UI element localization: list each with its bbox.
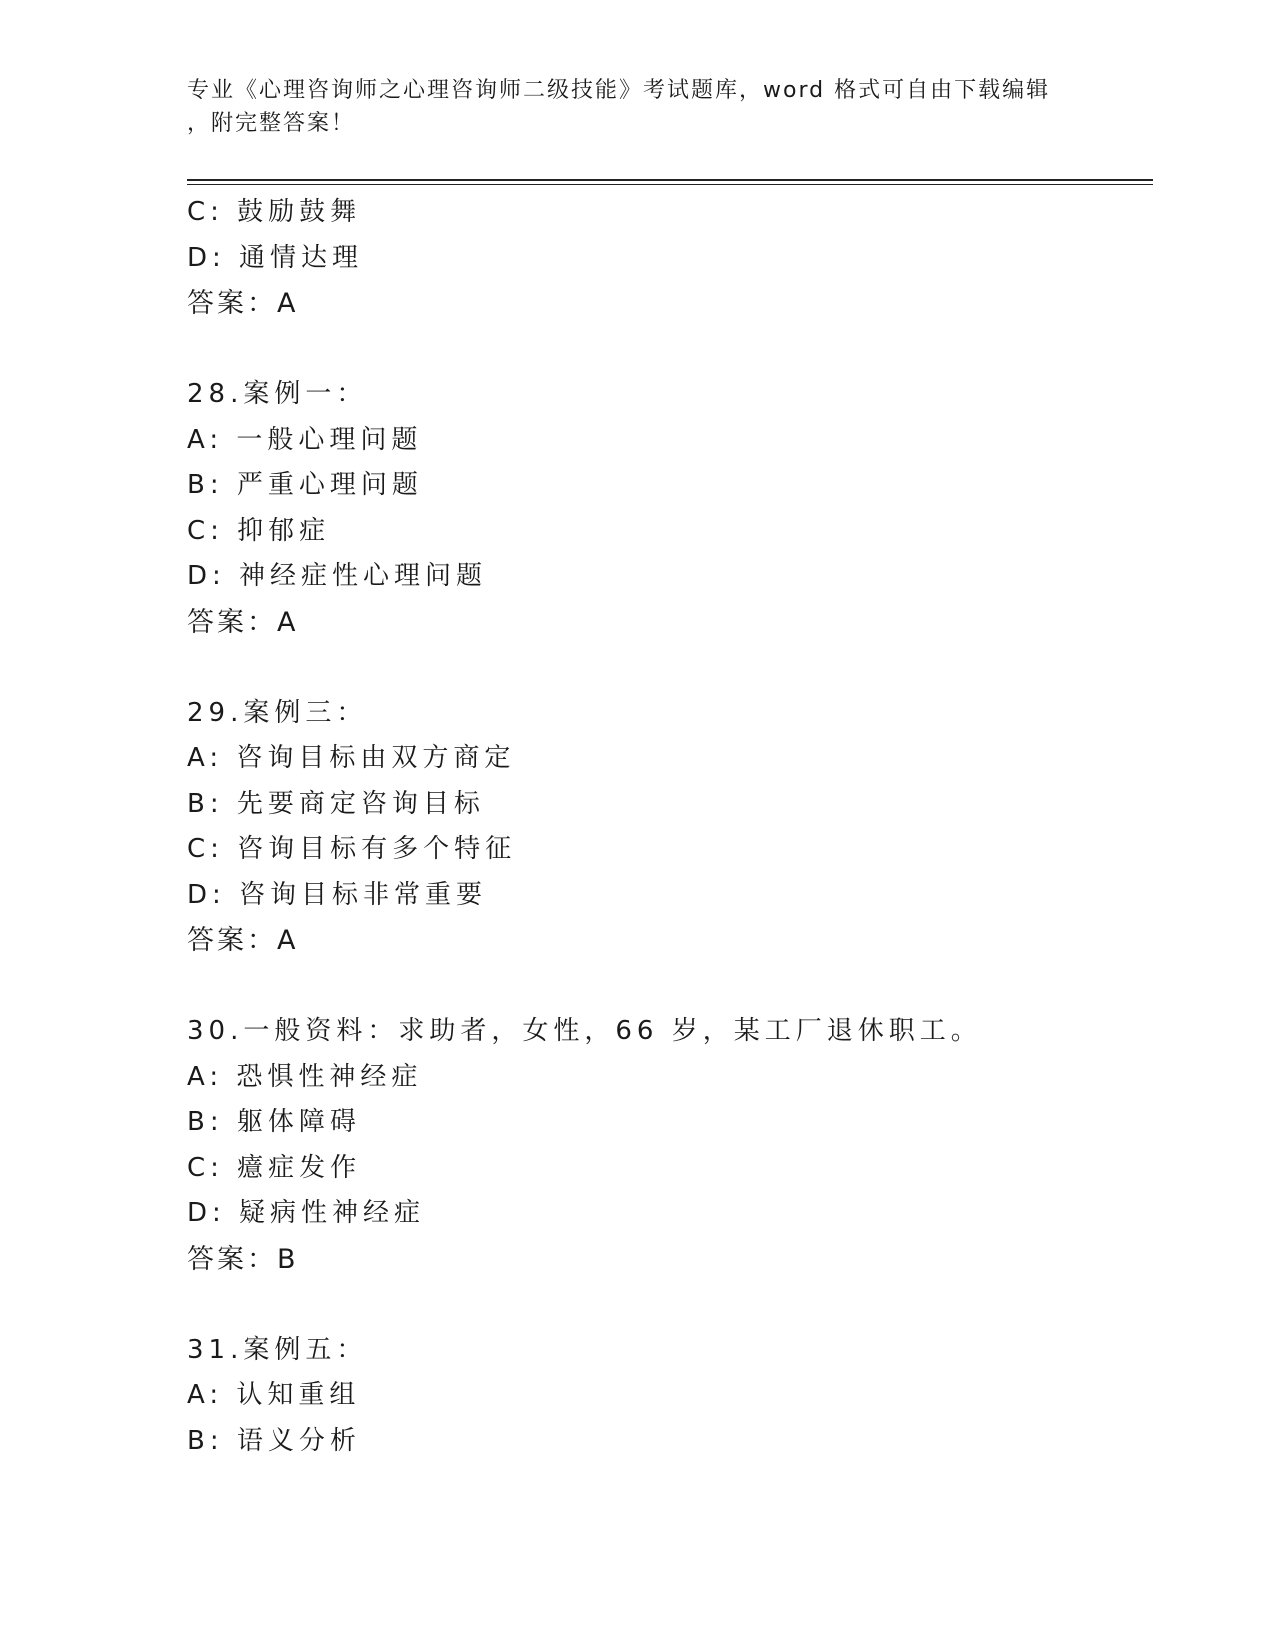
question-title: 28.案例一：	[187, 379, 368, 409]
option-a: A: 恐惧性神经症	[187, 1061, 423, 1092]
option-d: D: 咨询目标非常重要	[187, 879, 488, 910]
header-rule-thin	[187, 184, 1153, 185]
option-b: B: 严重心理问题	[187, 470, 423, 500]
answer: 答案：A	[187, 288, 299, 319]
answer: 答案：B	[187, 1243, 299, 1275]
option-c: C: 鼓励鼓舞	[187, 197, 362, 227]
option-b: B: 先要商定咨询目标	[187, 788, 485, 819]
header-rule-thick	[187, 179, 1153, 181]
option-a: A: 咨询目标由双方商定	[187, 743, 516, 773]
question-list	[187, 190, 1153, 1464]
question-title: 31.案例五：	[187, 1334, 368, 1365]
option-c: C: 咨询目标有多个特征	[187, 834, 517, 864]
answer: 答案：A	[187, 925, 299, 956]
option-b: B: 躯体障碍	[187, 1107, 361, 1137]
question-27-continued	[187, 190, 1153, 327]
header-line-2: ，附完整答案！	[187, 111, 356, 136]
question-28	[187, 372, 1153, 645]
question-title: 30.一般资料：求助者，女性，66 岁，某工厂退休职工。	[187, 1016, 982, 1046]
option-a: A: 认知重组	[187, 1380, 361, 1410]
option-c: C: 抑郁症	[187, 515, 331, 546]
option-a: A: 一般心理问题	[187, 424, 423, 455]
question-29	[187, 691, 1153, 964]
option-c: C: 癔症发作	[187, 1152, 362, 1183]
question-31	[187, 1328, 1153, 1465]
question-title: 29.案例三：	[187, 697, 368, 728]
option-b: B: 语义分析	[187, 1425, 361, 1456]
question-30	[187, 1009, 1153, 1282]
document-header	[187, 74, 1067, 140]
option-d: D: 疑病性神经症	[187, 1198, 426, 1228]
header-line-1: 专业《心理咨询师之心理咨询师二级技能》考试题库，word 格式可自由下载编辑	[187, 78, 1051, 103]
answer: 答案：A	[187, 606, 299, 638]
option-d: D: 通情达理	[187, 242, 364, 273]
option-d: D: 神经症性心理问题	[187, 561, 488, 591]
